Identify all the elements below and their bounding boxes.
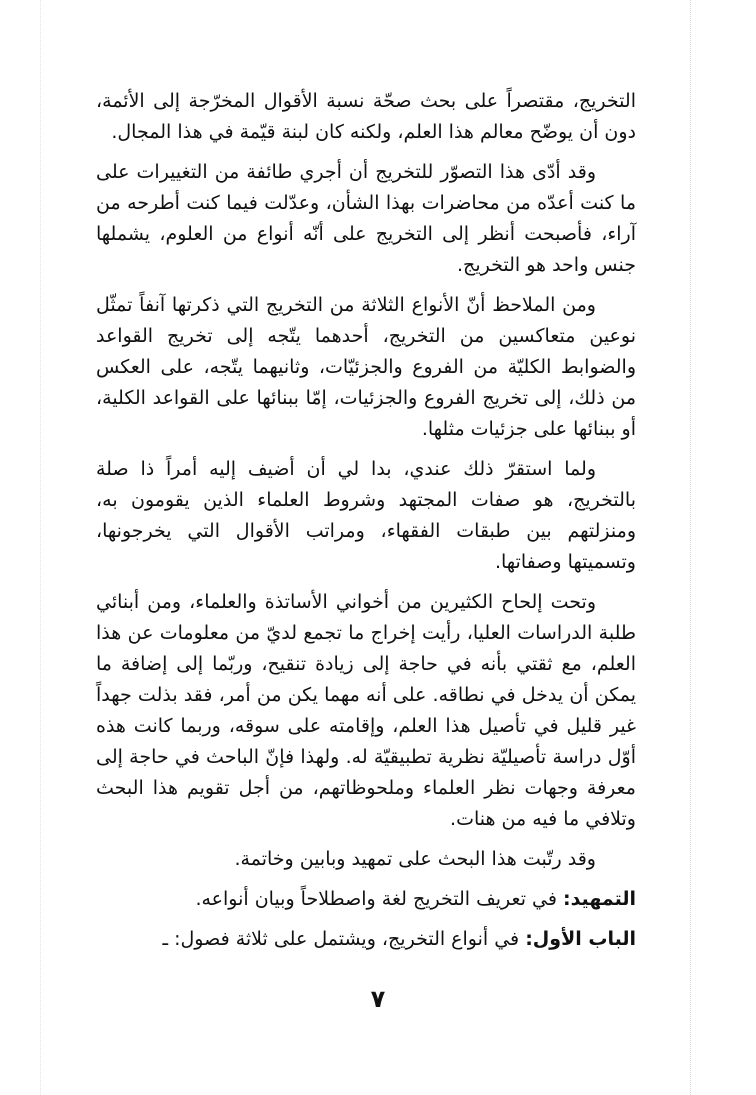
paragraph-mujtahid: ولما استقرّ ذلك عندي، بدا لي أن أضيف إليه أمراً ذا صلة بالتخريج، هو صفات المجتهد وشروط العلماء الذين يقومون به، ومنزلتهم بين طبقات الفقهاء، ومراتب الأقوال التي يخرجونها، وتسميتها وصفاتها. xyxy=(96,458,636,573)
paragraph-structure: وقد رتّبت هذا البحث على تمهيد وبابين وخاتمة. xyxy=(234,848,596,870)
paragraph-three-types: ومن الملاحظ أنّ الأنواع الثلاثة من التخريج التي ذكرتها آنفاً تمثّل نوعين متعاكسين من التخريج، أحدهما يتّجه إلى تخريج القواعد والضوابط الكليّة من الفروع والجزئيّات، وثانيهما يتّجه، على العكس من ذلك، إلى تخريج الفروع والجزئيات، إمّا ببنائها على القواعد الكلية، أو ببنائها على جزئيات مثلها. xyxy=(96,294,636,440)
chapter-one-entry xyxy=(96,924,636,955)
scan-margin-line-right xyxy=(690,0,691,1095)
scan-margin-line-left xyxy=(40,0,41,1095)
paragraph-motivation: وتحت إلحاح الكثيرين من أخواني الأساتذة والعلماء، ومن أبنائي طلبة الدراسات العليا، رأيت إخراج ما تجمع لديّ من معلومات عن هذا العلم، مع ثقتي بأنه في حاجة إلى زيادة تنقيح، وربّما إلى إضافة ما يمكن أن يدخل في نطاقه. على أنه مهما يكن من أمر، فقد بذلت جهداً غير قليل في تأصيل هذا العلم، وإقامته على سوقه، وربما كانت هذه أوّل دراسة تأصيليّة نظرية تطبيقيّة له. ولهذا فإنّ الباحث في حاجة إلى معرفة وجهات نظر العلماء وملحوظاتهم، من أجل تقويم هذا البحث وتلافي ما فيه من هنات. xyxy=(96,591,636,830)
chapter-one-label: الباب الأول: xyxy=(525,928,636,950)
body-text xyxy=(96,86,636,964)
paragraph-conception: وقد أدّى هذا التصوّر للتخريج أن أجري طائفة من التغييرات على ما كنت أعدّه من محاضرات بهذا الشأن، وعدّلت فيما كنت أطرحه من آراء، فأصبحت أنظر إلى التخريج على أنّه أنواع من العلوم، يشملها جنس واحد هو التخريج. xyxy=(96,161,636,276)
page-number: ٧ xyxy=(370,985,386,1013)
chapter-one-text: في أنواع التخريج، ويشتمل على ثلاثة فصول: ـ xyxy=(162,928,526,950)
intro-entry xyxy=(96,884,636,915)
intro-text: في تعريف التخريج لغة واصطلاحاً وبيان أنواعه. xyxy=(195,888,563,910)
intro-label: التمهيد: xyxy=(562,888,636,910)
paragraph-continuation: التخريج، مقتصراً على بحث صحّة نسبة الأقوال المخرّجة إلى الأئمة، دون أن يوضّح معالم هذا العلم، ولكنه كان لبنة قيّمة في هذا المجال. xyxy=(96,90,636,143)
